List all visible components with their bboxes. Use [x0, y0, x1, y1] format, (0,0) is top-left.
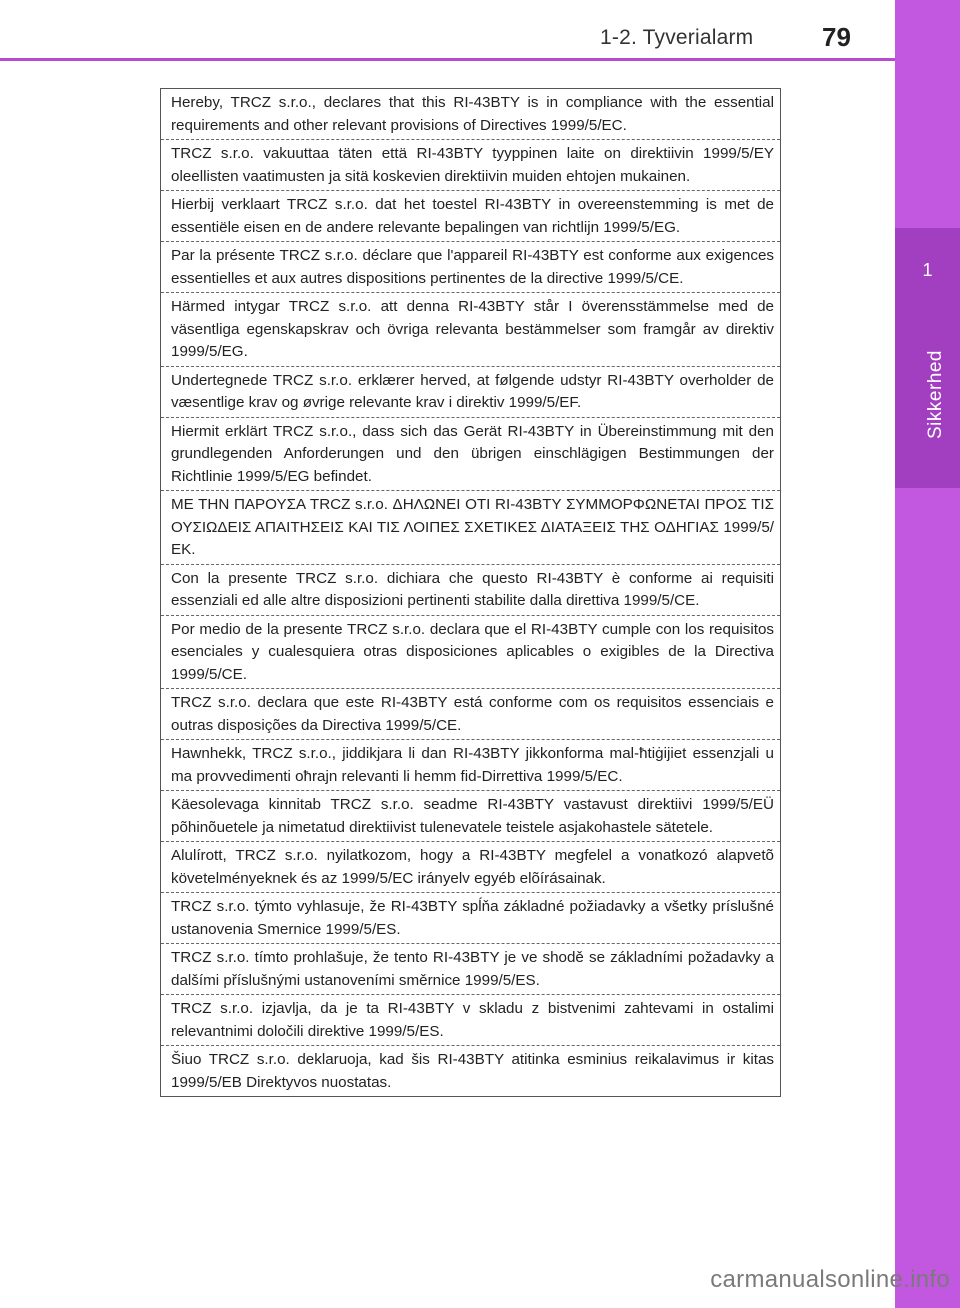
declaration-french: Par la présente TRCZ s.r.o. déclare que l'appareil RI-43BTY est conforme aux exigences essentielles et aux autres dispositions pertinentes de la directive 1999/5/CE.	[161, 241, 780, 292]
declaration-slovenian: TRCZ s.r.o. izjavlja, da je ta RI-43BTY v skladu z bistvenimi zahtevami in ostalimi relevantnimi določili direktive 1999/5/ES.	[161, 994, 780, 1045]
chapter-side-tab	[895, 0, 960, 1308]
declaration-english: Hereby, TRCZ s.r.o., declares that this RI-43BTY is in compliance with the essential requirements and other relevant provisions of Directives 1999/5/EC.	[171, 94, 774, 134]
declaration-hungarian: Alulírott, TRCZ s.r.o. nyilatkozom, hogy a RI-43BTY megfelel a vonatkozó alapvetõ követelményeknek és az 1999/5/EC irányelv egyéb elõírásainak.	[161, 841, 780, 892]
declaration-italian: Con la presente TRCZ s.r.o. dichiara che questo RI-43BTY è conforme ai requisiti essenziali ed alle altre disposizioni pertinenti stabilite dalla direttiva 1999/5/CE.	[161, 564, 780, 615]
declaration-estonian: Käesolevaga kinnitab TRCZ s.r.o. seadme RI-43BTY vastavust direktiivi 1999/5/EÜ põhinõuetele ja nimetatud direktiivist tulenevatele teistele asjakohastele sätetele.	[161, 790, 780, 841]
chapter-label: Sikkerhed	[925, 350, 946, 440]
section-title: 1-2. Tyverialarm	[600, 26, 754, 49]
page-number: 79	[822, 22, 851, 52]
declaration-portuguese: TRCZ s.r.o. declara que este RI-43BTY está conforme com os requisitos essenciais e outras disposições da Directiva 1999/5/CE.	[161, 688, 780, 739]
declaration-czech: TRCZ s.r.o. tímto prohlašuje, že tento RI-43BTY je ve shodě se základními požadavky a dalšími příslušnými ustanoveními směrnice 1999/5/ES.	[161, 943, 780, 994]
chapter-number: 1	[922, 260, 933, 280]
watermark: carmanualsonline.info	[710, 1266, 950, 1293]
declaration-greek: ΜΕ ΤΗΝ ΠΑΡΟΥΣΑ TRCZ s.r.o. ΔΗΛΩΝΕΙ ΟΤΙ RI-43BTY ΣΥΜΜΟΡΦΩΝΕΤΑΙ ΠΡΟΣ ΤΙΣ ΟΥΣΙΩΔΕΙΣ ΑΠΑΙΤΗΣΕΙΣ ΚΑΙ ΤΙΣ ΛΟΙΠΕΣ ΣΧΕΤΙΚΕΣ ΔΙΑΤΑΞΕΙΣ ΤΗΣ ΟΔΗΓΙΑΣ 1999/5/ΕΚ.	[161, 490, 780, 564]
header-rule	[0, 58, 895, 61]
declarations-table	[160, 88, 781, 1097]
declaration-lithuanian: Šiuo TRCZ s.r.o. deklaruoja, kad šis RI-43BTY atitinka esminius reikalavimus ir kitas 1999/5/EB Direktyvos nuostatas.	[161, 1045, 780, 1096]
declaration-swedish: Härmed intygar TRCZ s.r.o. att denna RI-43BTY står I överensstämmelse med de väsentliga egenskapskrav och övriga relevanta bestämmelser som framgår av direktiv 1999/5/EG.	[161, 292, 780, 366]
declaration-spanish: Por medio de la presente TRCZ s.r.o. declara que el RI-43BTY cumple con los requisitos esenciales y cualesquiera otras disposiciones aplicables o exigibles de la Directiva 1999/5/CE.	[161, 615, 780, 689]
declaration-finnish: TRCZ s.r.o. vakuuttaa täten että RI-43BTY tyyppinen laite on direktiivin 1999/5/EY oleellisten vaatimusten ja sitä koskevien direktiivin muiden ehtojen mukainen.	[161, 139, 780, 190]
declaration-maltese: Hawnhekk, TRCZ s.r.o., jiddikjara li dan RI-43BTY jikkonforma mal-ħtiġijiet essenzjali u ma provvedimenti oħrajn relevanti li hemm fid-Dirrettiva 1999/5/EC.	[161, 739, 780, 790]
declaration-danish: Undertegnede TRCZ s.r.o. erklærer herved, at følgende udstyr RI-43BTY overholder de væsentlige krav og øvrige relevante krav i direktiv 1999/5/EF.	[161, 366, 780, 417]
declaration-slovak: TRCZ s.r.o. týmto vyhlasuje, že RI-43BTY spĺňa základné požiadavky a všetky príslušné ustanovenia Smernice 1999/5/ES.	[161, 892, 780, 943]
declaration-german: Hiermit erklärt TRCZ s.r.o., dass sich das Gerät RI-43BTY in Übereinstimmung mit den grundlegenden Anforderungen und den übrigen einschlägigen Bestimmungen der Richtlinie 1999/5/EG befindet.	[161, 417, 780, 491]
declaration-dutch: Hierbij verklaart TRCZ s.r.o. dat het toestel RI-43BTY in overeenstemming is met de essentiële eisen en de andere relevante bepalingen van richtlijn 1999/5/EG.	[161, 190, 780, 241]
